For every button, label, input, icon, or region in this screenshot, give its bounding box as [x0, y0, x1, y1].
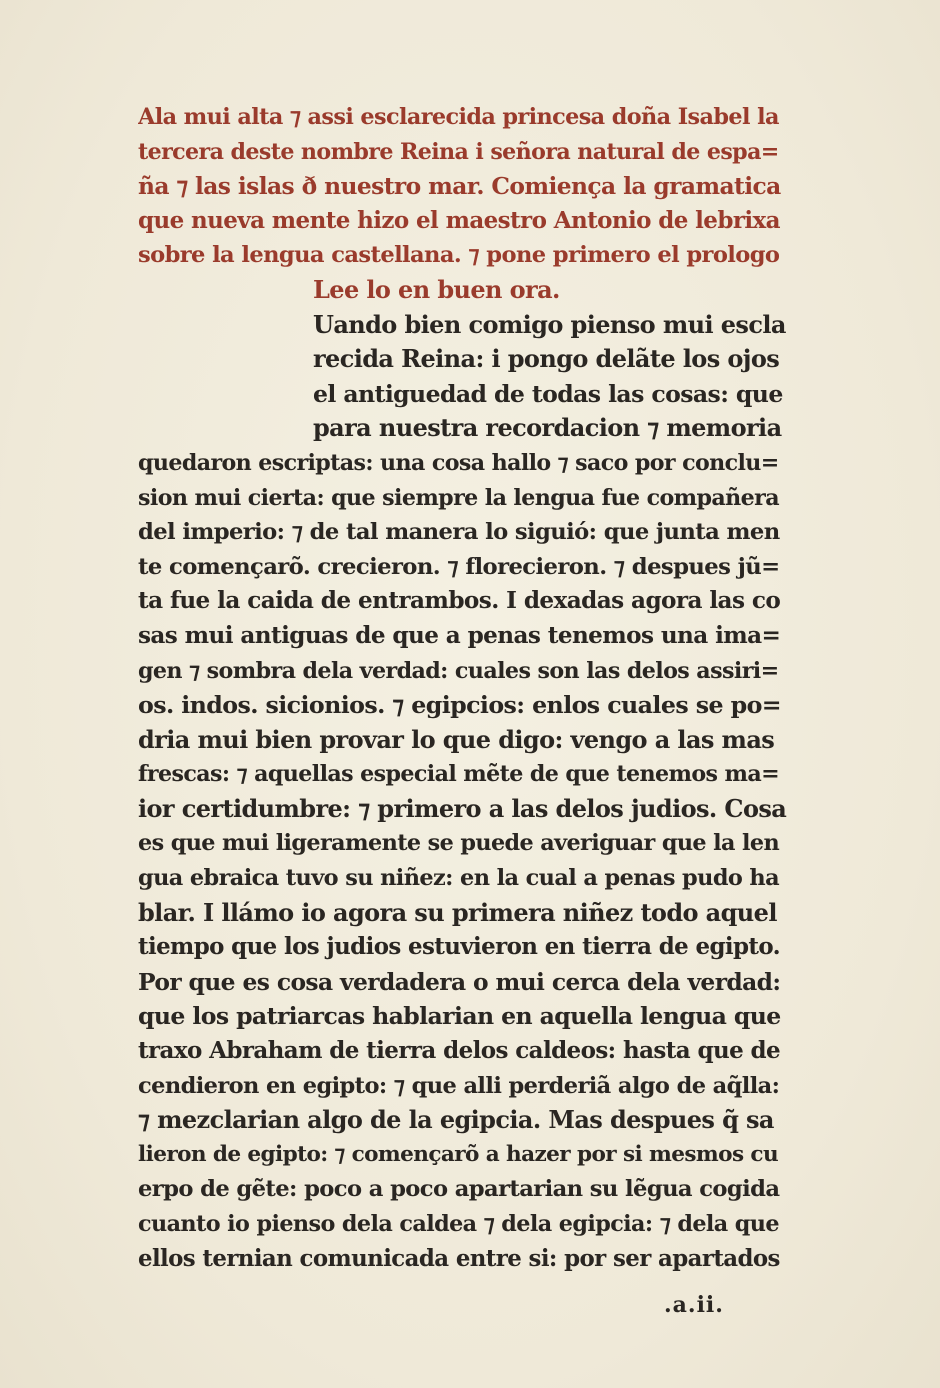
text-block	[138, 100, 788, 1276]
body-line: Uando bien comigo pienso mui escla	[313, 309, 786, 339]
body-line: del imperio: ⁊ de tal manera lo siguió: que junta men	[138, 519, 780, 546]
body-line: cuanto io pienso dela caldea ⁊ dela egipcia: ⁊ dela que	[138, 1211, 779, 1237]
body-line: os. indos. sicionios. ⁊ egipcios: enlos cuales se po=	[138, 691, 782, 720]
body-line: cendieron en egipto: ⁊ que alli perderiã algo de aq̃lla:	[138, 1072, 780, 1099]
body-line: ellos ternian comunicada entre si: por ser apartados	[138, 1245, 780, 1272]
body-line: es que mui ligeramente se puede averiguar que la len	[138, 830, 780, 857]
body-line: que los patriarcas hablarian en aquella lengua que	[138, 1002, 781, 1031]
rubric-line: Ala mui alta ⁊ assi esclarecida princesa doña Isabel la	[138, 104, 779, 130]
body-line: blar. I llámo io agora su primera niñez todo aquel	[138, 897, 777, 927]
rubric-line: ña ⁊ las islas ð nuestro mar. Comiença la gramatica	[138, 172, 781, 201]
body-line: gen ⁊ sombra dela verdad: cuales son las delos assiri=	[138, 657, 779, 684]
body-line: quedaron escriptas: una cosa hallo ⁊ saco por conclu=	[138, 449, 779, 476]
rubric-line: tercera deste nombre Reina i señora natural de espa=	[138, 138, 779, 165]
rubric-incipit: Lee lo en buen ora.	[313, 274, 560, 304]
folio-signature: .a.ii.	[664, 1292, 724, 1318]
rubric-line: que nueva mente hizo el maestro Antonio de lebrixa	[138, 206, 780, 234]
rubric-heading	[138, 100, 788, 308]
body-line: traxo Abraham de tierra delos caldeos: hasta que de	[138, 1037, 781, 1065]
body-line: lieron de egipto: ⁊ començarõ a hazer por si mesmos cu	[138, 1141, 779, 1167]
body-line: ior certidumbre: ⁊ primero a las delos judios. Cosa	[138, 793, 787, 823]
body-line: tiempo que los judios estuvieron en tierra de egipto.	[138, 933, 781, 961]
body-line: recida Reina: i pongo delãte los ojos	[313, 344, 780, 374]
body-line: ta fue la caida de entrambos. I dexadas agora las co	[138, 587, 781, 615]
body-line: dria mui bien provar lo que digo: vengo a las mas	[138, 724, 775, 754]
body-line: sion mui cierta: que siempre la lengua fue compañera	[138, 484, 779, 511]
body-line: te començarõ. crecieron. ⁊ florecieron. ⁊ despues jũ=	[138, 553, 780, 580]
body-line: Por que es cosa verdadera o mui cerca dela verdad:	[138, 967, 781, 996]
body-line: erpo de gẽte: poco a poco apartarian su lẽgua cogida	[138, 1176, 780, 1203]
rubric-line: sobre la lengua castellana. ⁊ pone primero el prologo	[138, 242, 780, 269]
body-line: el antiguedad de todas las cosas: que	[313, 379, 783, 408]
body-line: frescas: ⁊ aquellas especial mẽte de que tenemos ma=	[138, 761, 780, 788]
body-line: gua ebraica tuvo su niñez: en la cual a penas pudo ha	[138, 865, 780, 892]
body-line: para nuestra recordacion ⁊ memoria	[313, 413, 782, 443]
body-text	[138, 308, 788, 1277]
body-line: ⁊ mezclarian algo de la egipcia. Mas despues q̃ sa	[138, 1105, 774, 1135]
body-line: sas mui antiguas de que a penas tenemos una ima=	[138, 621, 781, 649]
